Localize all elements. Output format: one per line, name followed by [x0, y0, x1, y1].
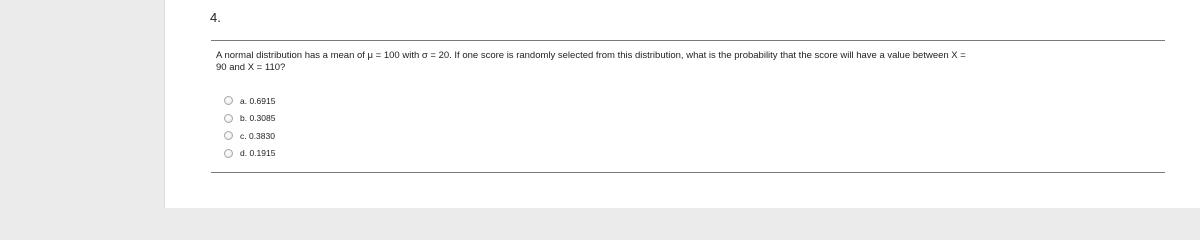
option-a-label[interactable]: a. 0.6915 [240, 95, 276, 106]
option-b-radio[interactable] [224, 114, 233, 123]
option-b[interactable] [224, 110, 275, 128]
option-d-radio[interactable] [224, 149, 233, 158]
option-c[interactable] [224, 127, 275, 145]
option-b-label[interactable]: b. 0.3085 [240, 113, 276, 124]
answer-options [224, 92, 275, 162]
option-a[interactable] [224, 92, 275, 110]
option-c-label[interactable]: c. 0.3830 [240, 130, 275, 141]
question-number: 4. [210, 10, 221, 25]
option-d-label[interactable]: d. 0.1915 [240, 148, 276, 159]
question-page [164, 0, 1200, 208]
option-c-radio[interactable] [224, 131, 233, 140]
question-text: A normal distribution has a mean of μ = 100 with σ = 20. If one score is randomly selected from this distribution, what is the probability that the score will have a value between X = 90 and X = 110? [216, 50, 966, 73]
option-a-radio[interactable] [224, 96, 233, 105]
top-divider [211, 40, 1165, 41]
option-d[interactable] [224, 145, 275, 163]
bottom-divider [211, 172, 1165, 173]
